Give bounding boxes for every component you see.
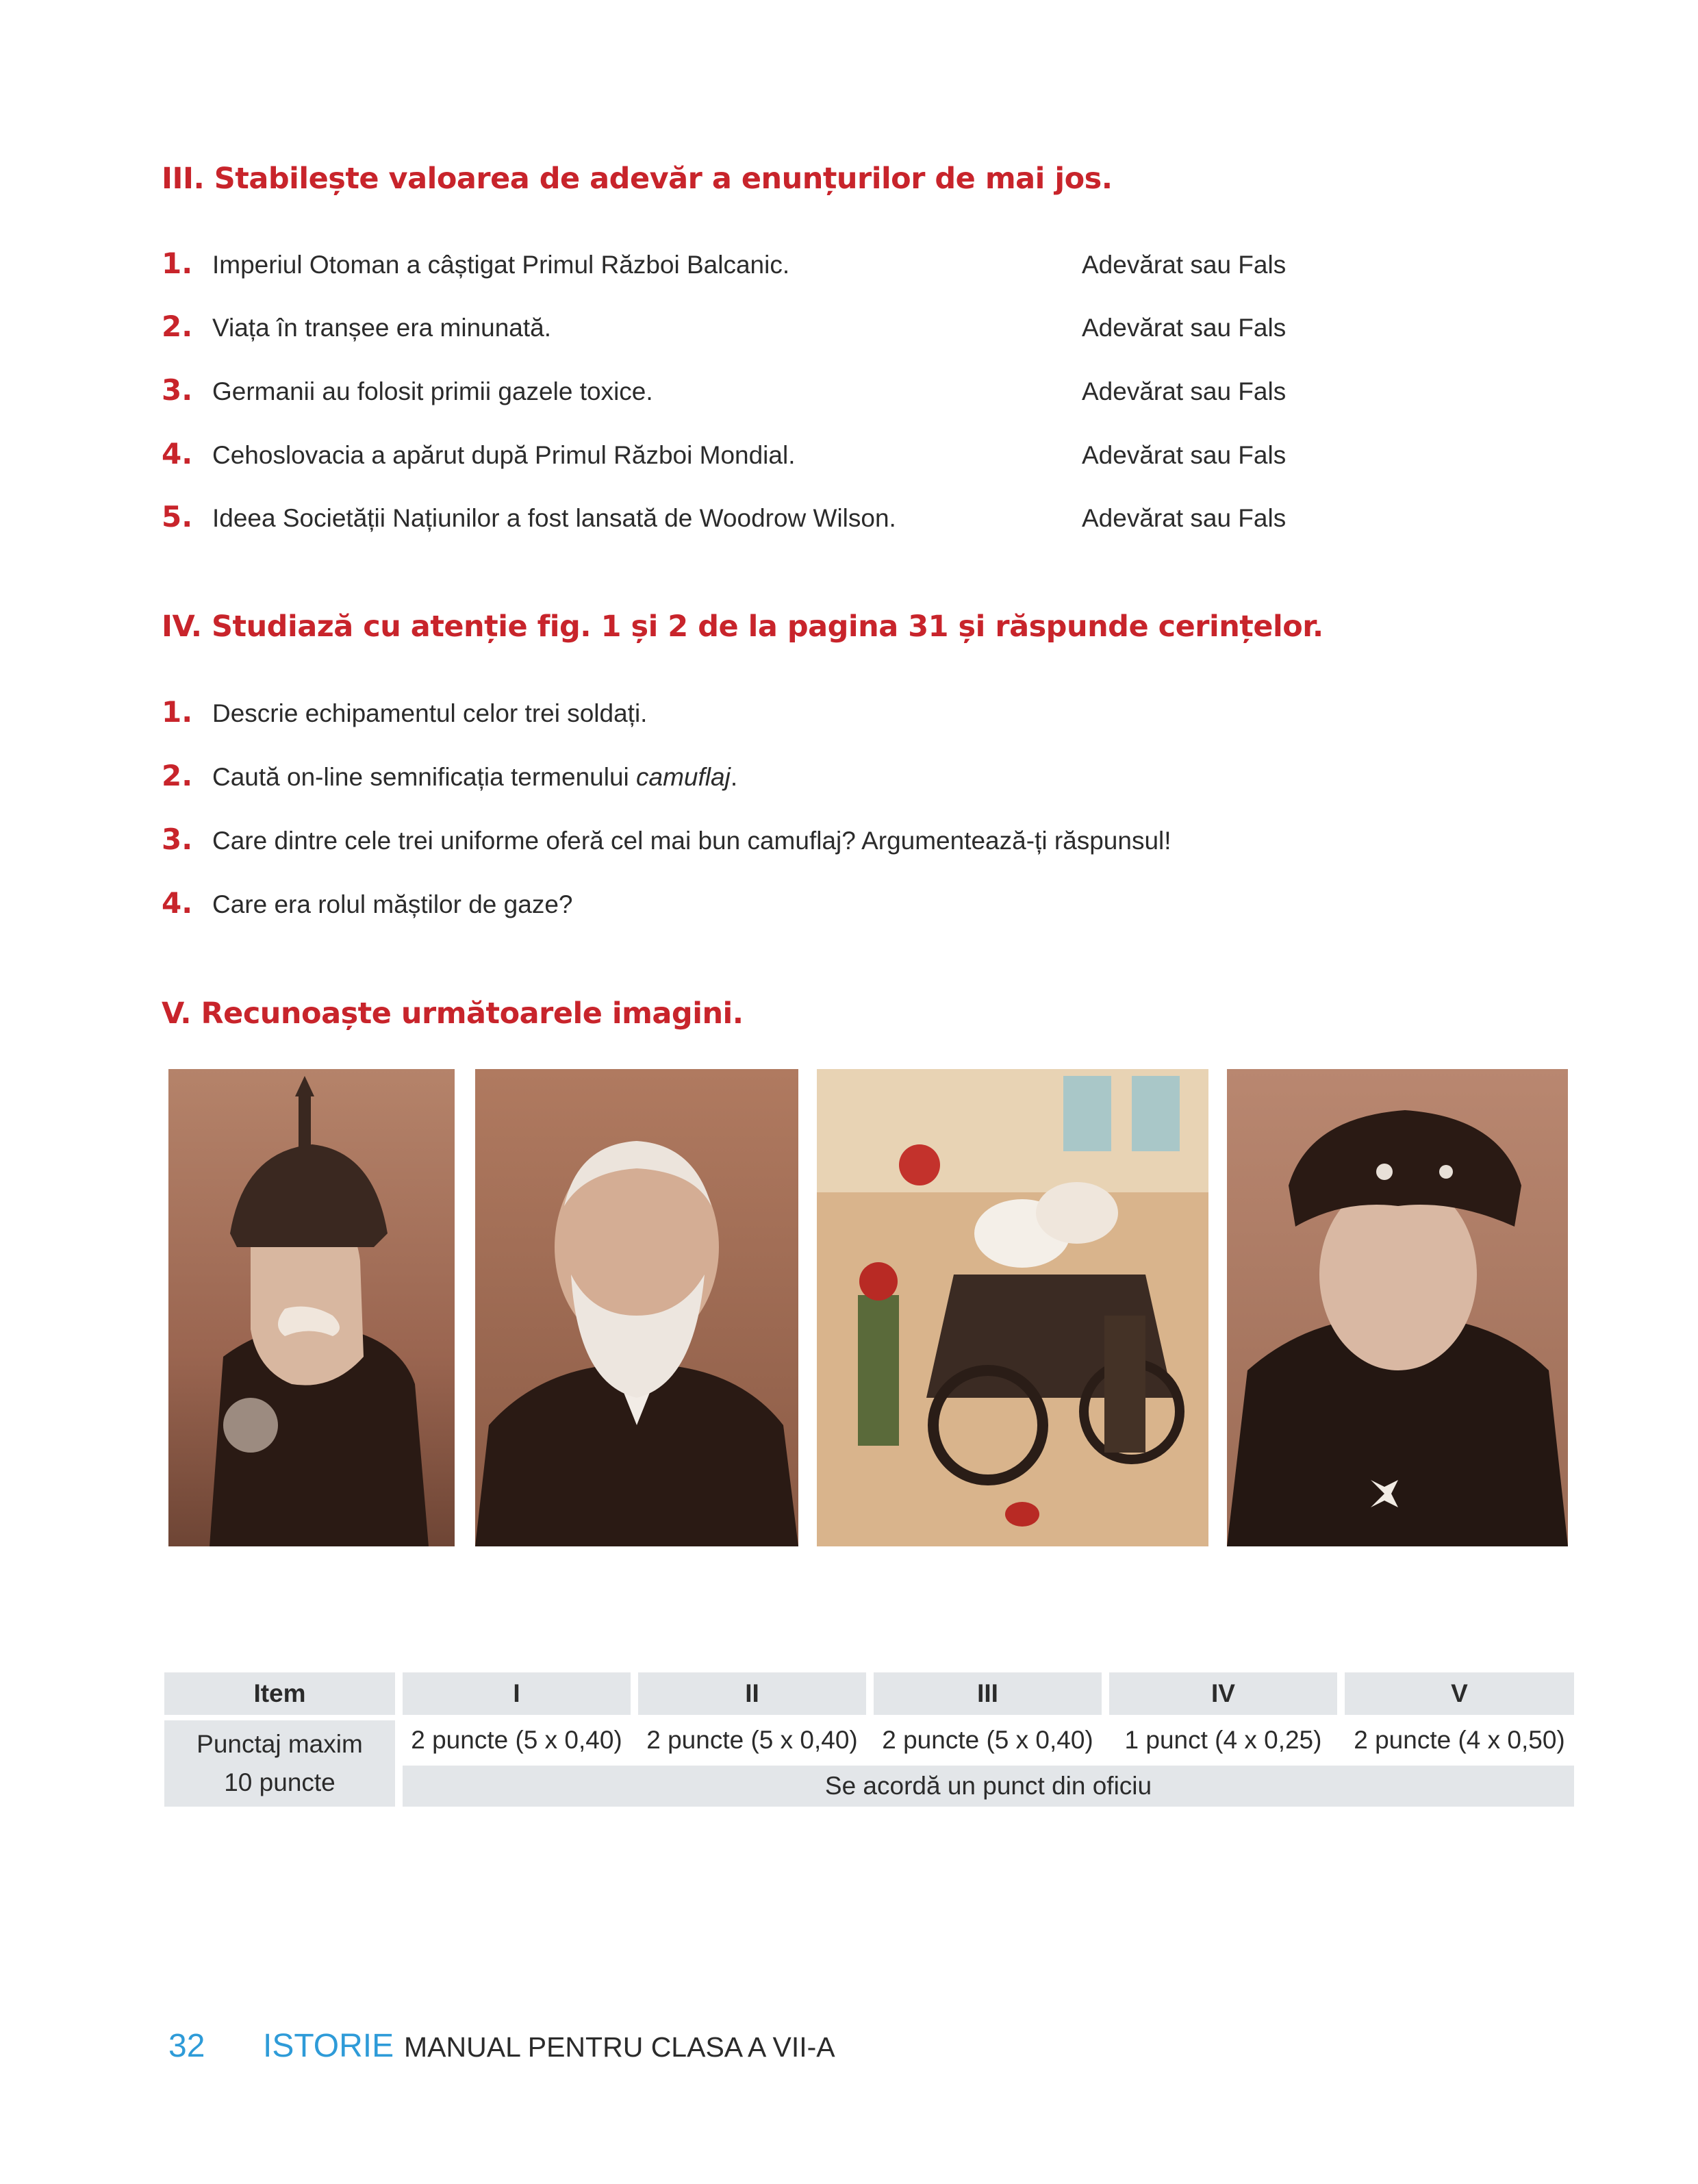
table-note: Se acordă un punct din oficiu xyxy=(403,1766,1574,1807)
table-cell: 2 puncte (5 x 0,40) xyxy=(638,1720,866,1760)
table-cell: 2 puncte (4 x 0,50) xyxy=(1345,1720,1574,1760)
table-header-col: I xyxy=(403,1672,631,1715)
table-cell: 1 punct (4 x 0,25) xyxy=(1109,1720,1337,1760)
illustration-assassination-scene-icon xyxy=(817,1069,1208,1546)
item-number: 4. xyxy=(162,886,193,920)
book-subtitle: MANUAL PENTRU CLASA A VII-A xyxy=(404,2031,835,2063)
true-false-answer: Adevărat sau Fals xyxy=(1082,441,1287,469)
task-text xyxy=(212,763,737,792)
task-text: Care era rolul măștilor de gaze? xyxy=(212,890,573,918)
section-3-title: III. Stabilește valoarea de adevăr a enunțurilor de mai jos. xyxy=(162,162,1113,196)
row-label-line: Punctaj maxim xyxy=(197,1730,363,1758)
item-number: 4. xyxy=(162,437,193,470)
task-text-part: . xyxy=(730,763,738,791)
item-number: 3. xyxy=(162,373,193,407)
true-false-answer: Adevărat sau Fals xyxy=(1082,314,1287,342)
item-number: 1. xyxy=(162,695,193,729)
table-header-col: V xyxy=(1345,1672,1574,1715)
table-header-item: Item xyxy=(164,1672,395,1715)
table-row-label xyxy=(164,1720,395,1807)
table-header-col: III xyxy=(874,1672,1102,1715)
item-number: 5. xyxy=(162,500,193,534)
table-header-col: IV xyxy=(1109,1672,1337,1715)
statement-text: Ideea Societății Națiunilor a fost lansată de Woodrow Wilson. xyxy=(212,504,896,532)
task-text-part: Caută on-line semnificația termenului xyxy=(212,763,637,791)
item-number: 2. xyxy=(162,759,193,792)
section-5-title: V. Recunoaște următoarele imagini. xyxy=(162,996,744,1031)
table-cell: 2 puncte (5 x 0,40) xyxy=(874,1720,1102,1760)
true-false-answer: Adevărat sau Fals xyxy=(1082,251,1287,279)
statement-text: Cehoslovacia a apărut după Primul Război Mondial. xyxy=(212,441,796,469)
section-4-title: IV. Studiază cu atenție fig. 1 și 2 de la pagina 31 și răspunde cerințelor. xyxy=(162,610,1323,644)
italic-term: camuflaj xyxy=(636,763,731,791)
row-label-line: 10 puncte xyxy=(224,1768,335,1796)
statement-text: Imperiul Otoman a câștigat Primul Război Balcanic. xyxy=(212,251,790,279)
task-text: Care dintre cele trei uniforme oferă cel mai bun camuflaj? Argumentează-ți răspunsul! xyxy=(212,827,1171,855)
portrait-bearded-man-icon xyxy=(475,1069,798,1546)
subject-title: ISTORIE xyxy=(263,2028,394,2064)
statement-text: Viața în tranșee era minunată. xyxy=(212,314,552,342)
item-number: 3. xyxy=(162,823,193,856)
task-text: Descrie echipamentul celor trei soldați. xyxy=(212,699,648,727)
true-false-answer: Adevărat sau Fals xyxy=(1082,377,1287,405)
table-header-col: II xyxy=(638,1672,866,1715)
item-number: 2. xyxy=(162,310,193,343)
portrait-spiked-helmet-icon xyxy=(168,1069,455,1546)
item-number: 1. xyxy=(162,247,193,280)
statement-text: Germanii au folosit primii gazele toxice. xyxy=(212,377,653,405)
page-number: 32 xyxy=(168,2028,205,2064)
table-cell: 2 puncte (5 x 0,40) xyxy=(403,1720,631,1760)
portrait-aviator-cap-icon xyxy=(1227,1069,1568,1546)
true-false-answer: Adevărat sau Fals xyxy=(1082,504,1287,532)
